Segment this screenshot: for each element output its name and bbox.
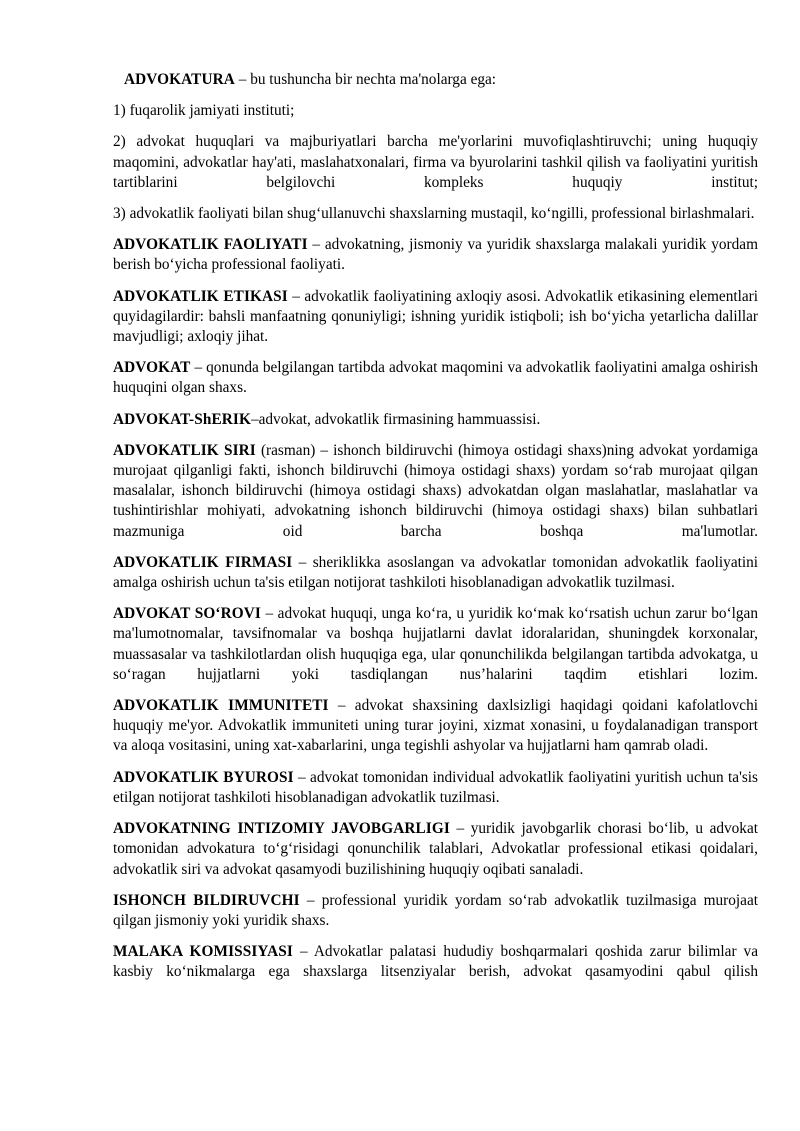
definition-text-advokat-sorovi: advokat huquqi, unga ko‘ra, u yuridik ko‘mak ko‘rsatish uchun zarur bo‘lgan ma'lumotnomalar, tavsifnomalar va boshqa hujjatlarni davlat idoralaridan, shuningdek korxonalar, muassasalar va tashkilotlardan olish huquqiga ega, ular qonunchilikda belgilangan tartibda advokatga, u so‘ragan hujjatlarni yoki tasdiqlangan nus’halarini taqdim etishlari lozim. (113, 605, 758, 683)
term-separator: – (299, 891, 322, 909)
definition-text-ishonch-bildiruvchi: professional yuridik yordam so‘rab advokatlik tuzilmasiga murojaat qilgan jismoniy yoki yuridik shaxs. (113, 891, 759, 929)
term-malaka-komissiyasi: MALAKA KOMISSIYASI (113, 943, 293, 961)
definition-text-advokatlik-faoliyati: advokatning, jismoniy va yuridik shaxslarga malakali yuridik yordam berish bo‘yicha professional faoliyati. (113, 236, 758, 274)
paragraph-advokatlik-siri (113, 441, 758, 542)
term-separator: – (292, 553, 313, 571)
term-separator: – (292, 943, 314, 961)
term-separator: – (328, 697, 355, 715)
paragraph-item-3 (113, 204, 758, 224)
term-separator: (rasman) – (255, 441, 334, 459)
term-separator: – (449, 820, 471, 838)
paragraph-advokat (113, 358, 758, 398)
definition-text-item-3: 3) advokatlik faoliyati bilan shug‘ullanuvchi shaxslarning mustaqil, ko‘ngilli, professional birlashmalari. (113, 205, 755, 223)
term-separator: – (260, 605, 278, 623)
paragraph-advokatura (113, 70, 758, 90)
definition-text-advokatlik-byurosi: advokat tomonidan individual advokatlik faoliyatini yuritish uchun ta'sis etilgan notijorat tashkiloti hisoblanadigan advokatlik tuzilmasi. (113, 768, 758, 806)
definition-text-advokatning-intizomiy-javobgarligi: yuridik javobgarlik chorasi bo‘lib, u advokat tomonidan advokatura to‘g‘risidagi qonunchilik talablari, Advokatlar professional etikasi qoidalari, advokatlik siri va advokat qasamyodi buzilishining huquqiy oqibati sanaladi. (113, 820, 758, 878)
document-body (113, 70, 758, 983)
term-separator: – (287, 287, 305, 305)
term-advokatning-intizomiy-javobgarligi: ADVOKATNING INTIZOMIY JAVOBGARLIGI (113, 820, 450, 838)
term-advokatlik-byurosi: ADVOKATLIK BYUROSI (113, 768, 294, 786)
definition-text-advokatlik-immuniteti: advokat shaxsining daxlsizligi haqidagi qoidani kafolatlovchi huquqiy me'yor. Advokatlik immuniteti uning turar joyini, xizmat xonasini, u foydalanadigan transport va aloqa vositasini, uning xat-xabarlarini, unga tegishli ashyolar va hujjatlarni ham qamrab oladi. (113, 697, 758, 755)
term-advokat: ADVOKAT (113, 359, 191, 377)
paragraph-advokatlik-faoliyati (113, 235, 758, 275)
paragraph-advokatlik-firmasi (113, 553, 758, 593)
paragraph-malaka-komissiyasi (113, 942, 758, 982)
paragraph-advokatning-intizomiy-javobgarligi (113, 819, 758, 880)
term-advokatlik-siri: ADVOKATLIK SIRI (113, 441, 256, 459)
definition-text-malaka-komissiyasi: Advokatlar palatasi hududiy boshqarmalari qoshida zarur bilimlar va kasbiy ko‘nikmalarga ega shaxslarga litsenziyalar berish, advokat qasamyodini qabul qilish (113, 943, 758, 981)
term-advokatlik-etikasi: ADVOKATLIK ETIKASI (113, 287, 288, 305)
term-advokat-sherik: ADVOKAT-ShERIK (113, 410, 251, 428)
term-ishonch-bildiruvchi: ISHONCH BILDIRUVCHI (113, 891, 300, 909)
term-separator: – (293, 768, 311, 786)
definition-text-item-2: 2) advokat huquqlari va majburiyatlari barcha me'yorlarini muvofiqlashtiruvchi; uning huquqiy maqomini, advokatlar hay'ati, maslahatxonalari, firma va byurolarini tashkil qilish va faoliyatini yuritish tartiblarini belgilovchi kompleks huquqiy institut; (113, 133, 758, 191)
term-advokatlik-firmasi: ADVOKATLIK FIRMASI (113, 553, 293, 571)
definition-text-advokat: qonunda belgilangan tartibda advokat maqomini va advokatlik faoliyatini amalga oshirish huquqini olgan shaxs. (113, 359, 758, 397)
paragraph-advokatlik-immuniteti (113, 696, 758, 757)
paragraph-advokat-sherik (113, 410, 758, 430)
paragraph-advokat-sorovi (113, 604, 758, 685)
paragraph-advokatlik-byurosi (113, 768, 758, 808)
term-separator: – (250, 410, 259, 428)
definition-text-advokat-sherik: advokat, advokatlik firmasining hammuassisi. (258, 410, 541, 428)
term-advokatura: ADVOKATURA (124, 71, 235, 88)
definition-text-advokatlik-firmasi: sheriklikka asoslangan va advokatlar tomonidan advokatlik faoliyatini amalga oshirish uchun ta'sis etilgan notijorat tashkiloti hisoblanadigan advokatlik tuzilmasi. (113, 553, 759, 592)
definition-text-item-1: 1) fuqarolik jamiyati instituti; (113, 102, 295, 120)
term-separator: – (307, 236, 325, 254)
term-advokat-sorovi: ADVOKAT SO‘ROVI (113, 605, 261, 623)
term-separator: – (190, 359, 207, 377)
paragraph-ishonch-bildiruvchi (113, 891, 758, 931)
term-separator: – (234, 71, 251, 88)
definition-text-advokatlik-etikasi: advokatlik faoliyatining axloqiy asosi. Advokatlik etikasining elementlari quyidagilardir: bahsli manfaatning qonuniyligi; ishning yuridik istiqboli; ish bo‘yicha yetarlicha dalillar mavjudligi; axloqiy jihat. (113, 287, 758, 346)
term-advokatlik-immuniteti: ADVOKATLIK IMMUNITETI (113, 697, 329, 715)
paragraph-item-2 (113, 132, 758, 193)
definition-text-advokatlik-siri: ishonch bildiruvchi (himoya ostidagi shaxs)ning advokat yordamiga murojaat qilganligi fakti, ishonch bildiruvchi (himoya ostidagi shaxs) yordam so‘rab murojaat qilgan masalalar, ishonch bildiruvchi (himoya ostidagi shaxs) advokatdan olgan maslahatlar, maslahatlar va tushintirishlar mohiyati, advokatning ishonch bildiruvchi (himoya ostidagi shaxs) bilan suhbatlari mazmuniga oid barcha boshqa ma'lumotlar. (113, 441, 758, 540)
definition-text-advokatura: bu tushuncha bir nechta ma'nolarga ega: (250, 71, 497, 88)
paragraph-advokatlik-etikasi (113, 287, 758, 348)
paragraph-item-1 (113, 101, 758, 121)
term-advokatlik-faoliyati: ADVOKATLIK FAOLIYATI (113, 236, 308, 254)
